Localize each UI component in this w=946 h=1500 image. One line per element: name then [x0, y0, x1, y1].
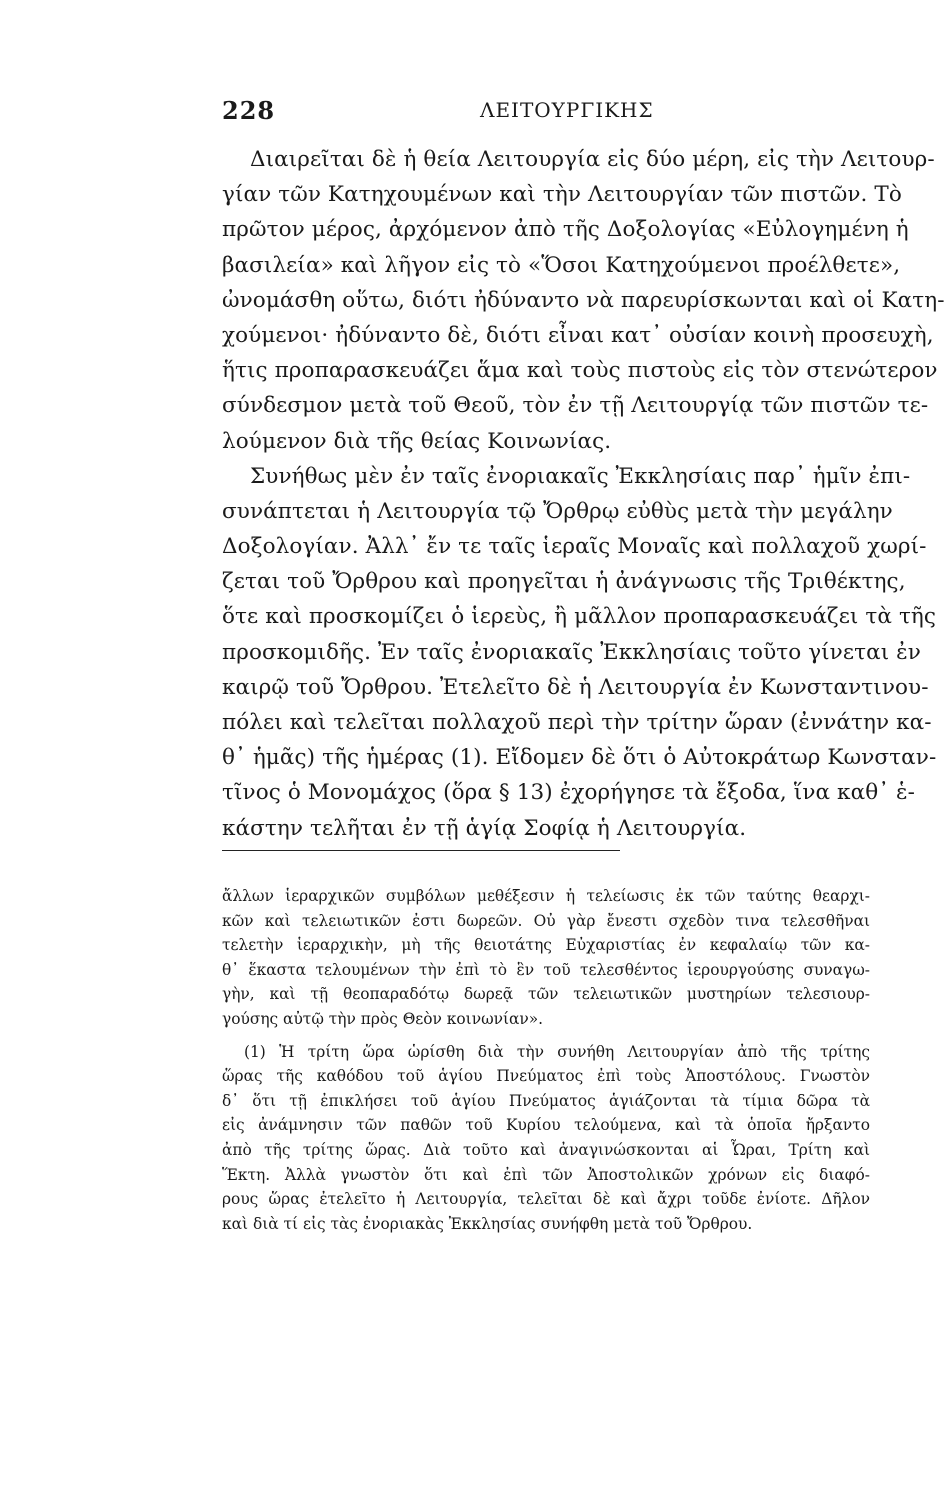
text-line: χούμενοι· ἠδύναντο δὲ, διότι εἶναι κατ᾽ οὐσίαν κοινὴ προσευχὴ,	[222, 322, 934, 348]
footnote-line: Ἕκτη. Ἀλλὰ γνωστὸν ὅτι καὶ ἐπὶ τῶν Ἀποστολικῶν χρόνων εἰς διαφό-	[222, 1165, 870, 1184]
text-line: καιρῷ τοῦ Ὄρθρου. Ἐτελεῖτο δὲ ἡ Λειτουργία ἐν Κωνσταντινου-	[222, 674, 929, 700]
page-number: 228	[222, 96, 276, 125]
text-line: βασιλεία» καὶ λῆγον εἰς τὸ «Ὅσοι Κατηχούμενοι προέλθετε»,	[222, 252, 901, 278]
main-text	[222, 142, 945, 846]
footnote-line: (1) Ἡ τρίτη ὥρα ὡρίσθη διὰ τὴν συνήθη Λειτουργίαν ἀπὸ τῆς τρίτης	[244, 1042, 870, 1061]
text-line: σύνδεσμον μετὰ τοῦ Θεοῦ, τὸν ἐν τῇ Λειτουργίᾳ τῶν πιστῶν τε-	[222, 393, 929, 419]
footnote-line: ὥρας τῆς καθόδου τοῦ ἁγίου Πνεύματος ἐπὶ τοὺς Ἀποστόλους. Γνωστὸν	[222, 1067, 870, 1086]
text-line: Δοξολογίαν. Ἀλλ᾽ ἔν τε ταῖς ἱεραῖς Μοναῖς καὶ πολλαχοῦ χωρί-	[222, 534, 927, 560]
footnote-1	[222, 1040, 870, 1237]
text-line: πρῶτον μέρος, ἀρχόμενον ἀπὸ τῆς Δοξολογίας «Εὐλογημένη ἡ	[222, 217, 909, 243]
text-line: ἥτις προπαρασκευάζει ἅμα καὶ τοὺς πιστοὺς εἰς τὸν στενώτερον	[222, 358, 938, 384]
footnote-line: θ᾽ ἕκαστα τελουμένων τὴν ἐπὶ τὸ ἓν τοῦ τελεσθέντος ἱερουργούσης συναγω-	[222, 960, 870, 979]
text-line: ὠνομάσθη οὕτω, διότι ἠδύναντο νὰ παρευρίσκωνται καὶ οἱ Κατη-	[222, 287, 945, 313]
text-line: τῖνος ὁ Μονομάχος (ὅρα § 13) ἐχορήγησε τὰ ἔξοδα, ἵνα καθ᾽ ἑ-	[222, 780, 916, 806]
text-line: προσκομιδῆς. Ἐν ταῖς ἐνοριακαῖς Ἐκκλησίαις τοῦτο γίνεται ἐν	[222, 639, 921, 665]
text-line: ὅτε καὶ προσκομίζει ὁ ἱερεὺς, ἢ μᾶλλον προπαρασκευάζει τὰ τῆς	[222, 604, 937, 630]
text-line: ζεται τοῦ Ὄρθρου καὶ προηγεῖται ἡ ἀνάγνωσις τῆς Τριθέκτης,	[222, 569, 906, 595]
footnote-line: ρους ὥρας ἐτελεῖτο ἡ Λειτουργία, τελεῖται δὲ καὶ ἄχρι τοῦδε ἐνίοτε. Δῆλον	[222, 1190, 870, 1209]
footnote-line: ἄλλων ἱεραρχικῶν συμβόλων μεθέξεσιν ἡ τελείωσις ἐκ τῶν ταύτης θεαρχι-	[222, 887, 870, 905]
footnote-line: γὴν, καὶ τῇ θεοπαραδότῳ δωρεᾷ τῶν τελειωτικῶν μυστηρίων τελεσιουρ-	[222, 985, 870, 1004]
footnote-spacer	[222, 1032, 870, 1040]
text-line: Διαιρεῖται δὲ ἡ θεία Λειτουργία εἰς δύο μέρη, εἰς τὴν Λειτουρ-	[250, 147, 935, 172]
footnote-line: γούσης αὐτῷ τὴν πρὸς Θεὸν κοινωνίαν».	[222, 1009, 544, 1028]
footnote-continued	[222, 884, 870, 1032]
running-head: ΛΕΙΤΟΥΡΓΙΚΗΣ	[480, 98, 654, 122]
text-line: πόλει καὶ τελεῖται πολλαχοῦ περὶ τὴν τρίτην ὥραν (ἐννάτην κα-	[222, 710, 932, 735]
text-line: Συνήθως μὲν ἐν ταῖς ἐνοριακαῖς Ἐκκλησίαις παρ᾽ ἡμῖν ἐπι-	[250, 463, 911, 489]
text-line: γίαν τῶν Κατηχουμένων καὶ τὴν Λειτουργίαν τῶν πιστῶν. Τὸ	[222, 182, 902, 208]
text-line: κάστην τελῆται ἐν τῇ ἁγίᾳ Σοφίᾳ ἡ Λειτουργία.	[222, 815, 747, 841]
footnotes	[222, 884, 870, 1236]
footnote-rule	[222, 850, 620, 851]
page-header	[222, 96, 870, 130]
footnote-line: καὶ διὰ τί εἰς τὰς ἐνοριακὰς Ἐκκλησίας συνήφθη μετὰ τοῦ Ὄρθρου.	[222, 1214, 753, 1233]
text-line: λούμενον διὰ τῆς θείας Κοινωνίας.	[222, 428, 612, 454]
footnote-line: ἀπὸ τῆς τρίτης ὥρας. Διὰ τοῦτο καὶ ἀναγινώσκονται αἱ Ὧραι, Τρίτη καὶ	[222, 1140, 870, 1159]
footnote-line: κῶν καὶ τελειωτικῶν ἐστι δωρεῶν. Οὐ γὰρ ἔνεστι σχεδὸν τινα τελεσθῆναι	[222, 911, 870, 930]
text-line: συνάπτεται ἡ Λειτουργία τῷ Ὄρθρῳ εὐθὺς μετὰ τὴν μεγάλην	[222, 498, 893, 524]
text-line: θ᾽ ἡμᾶς) τῆς ἡμέρας (1). Εἴδομεν δὲ ὅτι ὁ Αὐτοκράτωρ Κωνσταν-	[222, 745, 937, 771]
footnote-line: τελετὴν ἱεραρχικὴν, μὴ τῆς θειοτάτης Εὐχαριστίας ἐν κεφαλαίῳ τῶν κα-	[222, 936, 870, 955]
footnote-line: εἰς ἀνάμνησιν τῶν παθῶν τοῦ Κυρίου τελούμενα, καὶ τὰ ὁποῖα ἤρξαντο	[222, 1116, 870, 1135]
footnote-line: δ᾽ ὅτι τῇ ἐπικλήσει τοῦ ἁγίου Πνεύματος ἁγιάζονται τὰ τίμια δῶρα τὰ	[222, 1091, 870, 1110]
